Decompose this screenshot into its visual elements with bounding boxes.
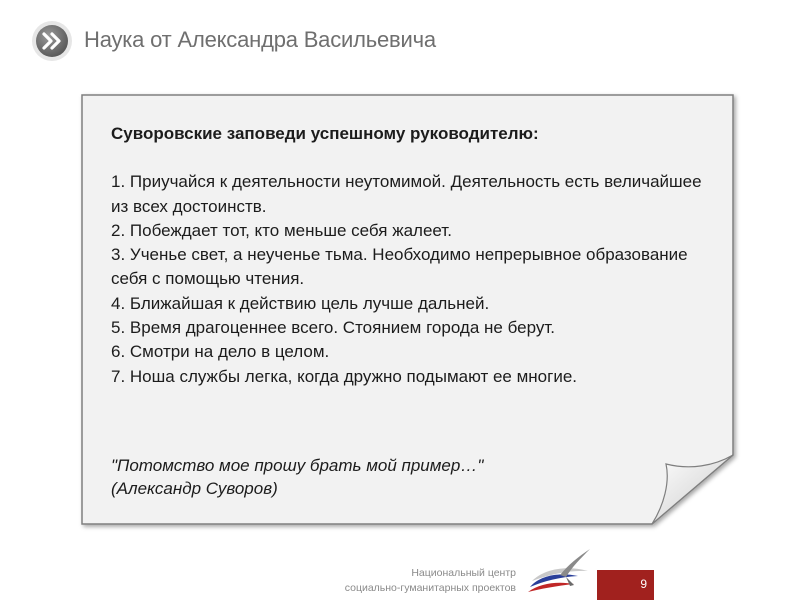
rule-item: 5. Время драгоценнее всего. Стоянием города не берут.: [111, 318, 555, 338]
footer-bar: [597, 570, 654, 600]
quote-text: "Потомство мое прошу брать мой пример…": [111, 456, 484, 475]
rule-item: 6. Смотри на дело в целом.: [111, 342, 330, 362]
rule-item: 7. Ноша службы легка, когда дружно подымают ее многие.: [111, 366, 578, 386]
note-heading: Суворовские заповеди успешному руководителю:: [111, 124, 539, 143]
footer-org-name: [345, 566, 516, 596]
footer-org-line1: Национальный центр: [411, 567, 516, 579]
rule-item: 3. Ученье свет, а неученье тьма. Необходимо непрерывное образование себя с помощью чтения.: [111, 245, 688, 289]
quote-block: [111, 454, 483, 500]
rule-item: 2. Побеждает тот, кто меньше себя жалеет.: [111, 220, 452, 240]
quote-author: (Александр Суворов): [111, 479, 278, 498]
rule-item: 1. Приучайся к деятельности неутомимой. Деятельность есть величайшее из всех достоинств.: [111, 172, 702, 216]
footer-org-line2: социально-гуманитарных проектов: [344, 582, 516, 594]
note-content: [111, 122, 711, 389]
page-title: Наука от Александра Васильевича: [84, 27, 436, 52]
rule-item: 4. Ближайшая к действию цель лучше дальней.: [111, 293, 490, 313]
swoosh-logo-icon: [526, 545, 596, 600]
page-number: 9: [640, 577, 647, 591]
rules-list: [111, 170, 711, 389]
